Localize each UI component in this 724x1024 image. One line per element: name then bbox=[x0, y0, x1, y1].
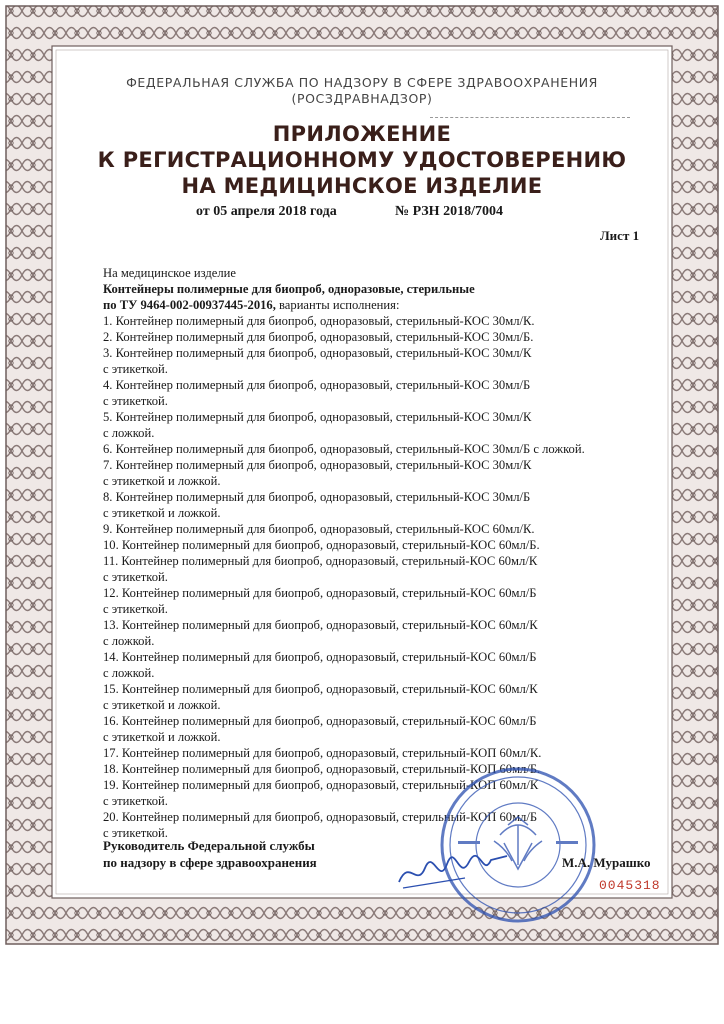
variant-item-continuation: с этикеткой и ложкой. bbox=[103, 698, 221, 712]
document-body bbox=[103, 265, 683, 841]
spec-code: по ТУ 9464-002-00937445-2016, bbox=[103, 298, 276, 312]
variant-item: 12. Контейнер полимерный для биопроб, одноразовый, стерильный-КОС 60мл/Б bbox=[103, 586, 537, 600]
spec-tail: варианты исполнения: bbox=[275, 298, 400, 312]
variant-item: 11. Контейнер полимерный для биопроб, одноразовый, стерильный-КОС 60мл/К bbox=[103, 554, 538, 568]
variant-item: 10. Контейнер полимерный для биопроб, одноразовый, стерильный-КОС 60мл/Б. bbox=[103, 538, 540, 552]
spec-line bbox=[103, 297, 683, 313]
variant-item: 7. Контейнер полимерный для биопроб, одноразовый, стерильный-КОС 30мл/К bbox=[103, 458, 532, 472]
variant-item-continuation: с ложкой. bbox=[103, 426, 155, 440]
variant-item-continuation: с ложкой. bbox=[103, 634, 155, 648]
product-name: Контейнеры полимерные для биопроб, одноразовые, стерильные bbox=[103, 282, 475, 296]
variant-item: 6. Контейнер полимерный для биопроб, одноразовый, стерильный-КОС 30мл/Б с ложкой. bbox=[103, 442, 585, 456]
variant-item-continuation: с этикеткой и ложкой. bbox=[103, 730, 221, 744]
form-serial-number: 0045318 bbox=[599, 878, 661, 893]
variant-item: 1. Контейнер полимерный для биопроб, одноразовый, стерильный-КОС 30мл/К. bbox=[103, 314, 535, 328]
variant-item-continuation: с этикеткой. bbox=[103, 570, 168, 584]
variant-item-continuation: с этикеткой. bbox=[103, 826, 168, 840]
variant-item: 17. Контейнер полимерный для биопроб, одноразовый, стерильный-КОП 60мл/К. bbox=[103, 746, 542, 760]
variant-item: 19. Контейнер полимерный для биопроб, одноразовый, стерильный-КОП 60мл/К bbox=[103, 778, 539, 792]
handwritten-signature bbox=[395, 838, 515, 898]
sheet-number: Лист 1 bbox=[600, 228, 640, 243]
variant-item: 2. Контейнер полимерный для биопроб, одноразовый, стерильный-КОС 30мл/Б. bbox=[103, 330, 534, 344]
variant-item: 13. Контейнер полимерный для биопроб, одноразовый, стерильный-КОС 60мл/К bbox=[103, 618, 538, 632]
registration-number: № РЗН 2018/7004 bbox=[395, 204, 503, 219]
variant-item: 14. Контейнер полимерный для биопроб, одноразовый, стерильный-КОС 60мл/Б bbox=[103, 650, 537, 664]
header-divider bbox=[430, 117, 630, 118]
document-subtitle-line2: НА МЕДИЦИНСКОЕ ИЗДЕЛИЕ bbox=[181, 174, 543, 198]
variant-item-continuation: с ложкой. bbox=[103, 666, 155, 680]
variant-list bbox=[103, 313, 683, 841]
document-subtitle-line1: К РЕГИСТРАЦИОННОМУ УДОСТОВЕРЕНИЮ bbox=[97, 148, 627, 172]
agency-abbreviation: (РОСЗДРАВНАДЗОР) bbox=[291, 91, 433, 106]
variant-item: 5. Контейнер полимерный для биопроб, одноразовый, стерильный-КОС 30мл/К bbox=[103, 410, 532, 424]
variant-item-continuation: с этикеткой. bbox=[103, 362, 168, 376]
signatory-title-line2: по надзору в сфере здравоохранения bbox=[103, 855, 317, 870]
variant-item: 9. Контейнер полимерный для биопроб, одноразовый, стерильный-КОС 60мл/К. bbox=[103, 522, 535, 536]
variant-item-continuation: с этикеткой. bbox=[103, 602, 168, 616]
issue-date: от 05 апреля 2018 года bbox=[196, 204, 337, 219]
variant-item-continuation: с этикеткой и ложкой. bbox=[103, 474, 221, 488]
intro-line: На медицинское изделие bbox=[103, 266, 236, 280]
variant-item-continuation: с этикеткой. bbox=[103, 794, 168, 808]
variant-item-continuation: с этикеткой и ложкой. bbox=[103, 506, 221, 520]
variant-item: 4. Контейнер полимерный для биопроб, одноразовый, стерильный-КОС 30мл/Б bbox=[103, 378, 531, 392]
variant-item: 16. Контейнер полимерный для биопроб, одноразовый, стерильный-КОС 60мл/Б bbox=[103, 714, 537, 728]
variant-item: 8. Контейнер полимерный для биопроб, одноразовый, стерильный-КОС 30мл/Б bbox=[103, 490, 531, 504]
variant-item-continuation: с этикеткой. bbox=[103, 394, 168, 408]
variant-item: 20. Контейнер полимерный для биопроб, одноразовый, стерильный-КОП 60мл/Б bbox=[103, 810, 538, 824]
agency-name: ФЕДЕРАЛЬНАЯ СЛУЖБА ПО НАДЗОРУ В СФЕРЕ ЗДРАВООХРАНЕНИЯ bbox=[126, 75, 598, 90]
signatory-name: М.А. Мурашко bbox=[562, 855, 651, 870]
variant-item: 15. Контейнер полимерный для биопроб, одноразовый, стерильный-КОС 60мл/К bbox=[103, 682, 538, 696]
variant-item: 3. Контейнер полимерный для биопроб, одноразовый, стерильный-КОС 30мл/К bbox=[103, 346, 532, 360]
signatory-title-line1: Руководитель Федеральной службы bbox=[103, 838, 315, 853]
variant-item: 18. Контейнер полимерный для биопроб, одноразовый, стерильный-КОП 60мл/Б. bbox=[103, 762, 541, 776]
document-title: ПРИЛОЖЕНИЕ bbox=[272, 122, 452, 146]
